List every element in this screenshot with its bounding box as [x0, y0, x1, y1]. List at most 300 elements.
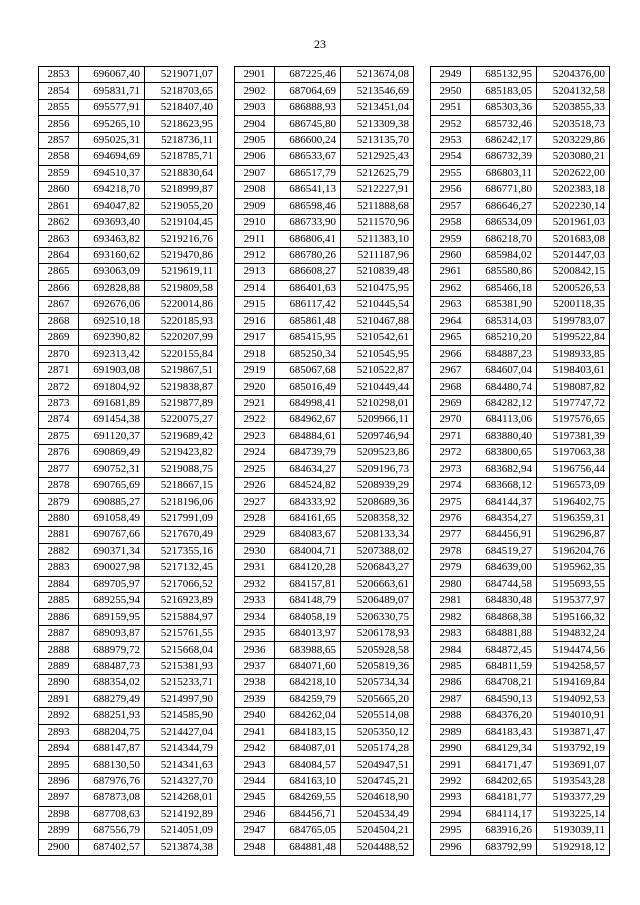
y-coordinate-cell: 5206843,27 — [341, 560, 414, 576]
x-coordinate-cell: 691804,92 — [79, 379, 145, 395]
x-coordinate-cell: 693160,62 — [79, 247, 145, 263]
table-row — [39, 330, 218, 346]
table-row — [431, 231, 610, 247]
y-coordinate-cell: 5196573,09 — [537, 477, 610, 493]
y-coordinate-cell: 5204504,21 — [341, 823, 414, 839]
point-number-cell: 2986 — [431, 675, 471, 691]
table-row — [431, 806, 610, 822]
x-coordinate-cell: 685466,18 — [471, 280, 537, 296]
table-row — [39, 593, 218, 609]
y-coordinate-cell: 5219470,86 — [145, 247, 218, 263]
table-row — [431, 247, 610, 263]
table-row — [235, 379, 414, 395]
x-coordinate-cell: 692313,42 — [79, 346, 145, 362]
point-number-cell: 2973 — [431, 461, 471, 477]
point-number-cell: 2941 — [235, 724, 275, 740]
table-row — [39, 165, 218, 181]
table-row — [431, 297, 610, 313]
table-row — [235, 280, 414, 296]
point-number-cell: 2935 — [235, 625, 275, 641]
x-coordinate-cell: 684157,81 — [275, 576, 341, 592]
point-number-cell: 2931 — [235, 560, 275, 576]
table-row — [235, 83, 414, 99]
x-coordinate-cell: 684872,45 — [471, 642, 537, 658]
point-number-cell: 2909 — [235, 198, 275, 214]
x-coordinate-cell: 684881,48 — [275, 839, 341, 855]
table-row — [235, 231, 414, 247]
x-coordinate-cell: 684765,05 — [275, 823, 341, 839]
table-row — [39, 99, 218, 115]
table-row — [431, 198, 610, 214]
point-number-cell: 2923 — [235, 428, 275, 444]
point-number-cell: 2985 — [431, 658, 471, 674]
point-number-cell: 2894 — [39, 740, 79, 756]
x-coordinate-cell: 691058,49 — [79, 510, 145, 526]
y-coordinate-cell: 5213309,38 — [341, 116, 414, 132]
x-coordinate-cell: 684161,65 — [275, 510, 341, 526]
y-coordinate-cell: 5212625,79 — [341, 165, 414, 181]
y-coordinate-cell: 5210522,87 — [341, 362, 414, 378]
table-row — [39, 560, 218, 576]
x-coordinate-cell: 684181,77 — [471, 790, 537, 806]
point-number-cell: 2916 — [235, 313, 275, 329]
x-coordinate-cell: 684868,38 — [471, 609, 537, 625]
y-coordinate-cell: 5205350,12 — [341, 724, 414, 740]
point-number-cell: 2875 — [39, 428, 79, 444]
point-number-cell: 2866 — [39, 280, 79, 296]
page-number: 23 — [314, 37, 326, 51]
point-number-cell: 2922 — [235, 412, 275, 428]
y-coordinate-cell: 5214327,70 — [145, 773, 218, 789]
y-coordinate-cell: 5218196,06 — [145, 494, 218, 510]
point-number-cell: 2955 — [431, 165, 471, 181]
point-number-cell: 2944 — [235, 773, 275, 789]
x-coordinate-cell: 684120,28 — [275, 560, 341, 576]
table-row — [39, 494, 218, 510]
point-number-cell: 2913 — [235, 264, 275, 280]
y-coordinate-cell: 5219867,51 — [145, 362, 218, 378]
point-number-cell: 2868 — [39, 313, 79, 329]
y-coordinate-cell: 5215233,71 — [145, 675, 218, 691]
table-row — [431, 740, 610, 756]
y-coordinate-cell: 5201961,03 — [537, 214, 610, 230]
y-coordinate-cell: 5213874,38 — [145, 839, 218, 855]
table-row — [39, 247, 218, 263]
point-number-cell: 2928 — [235, 510, 275, 526]
table-row — [431, 264, 610, 280]
point-number-cell: 2905 — [235, 132, 275, 148]
point-number-cell: 2864 — [39, 247, 79, 263]
x-coordinate-cell: 684163,10 — [275, 773, 341, 789]
point-number-cell: 2970 — [431, 412, 471, 428]
point-number-cell: 2982 — [431, 609, 471, 625]
table-row — [431, 576, 610, 592]
y-coordinate-cell: 5210467,88 — [341, 313, 414, 329]
table-row — [431, 477, 610, 493]
y-coordinate-cell: 5196296,87 — [537, 527, 610, 543]
table-row — [235, 675, 414, 691]
point-number-cell: 2860 — [39, 182, 79, 198]
x-coordinate-cell: 684881,88 — [471, 625, 537, 641]
table-row — [235, 445, 414, 461]
x-coordinate-cell: 690869,49 — [79, 445, 145, 461]
x-coordinate-cell: 695025,31 — [79, 132, 145, 148]
y-coordinate-cell: 5218785,71 — [145, 149, 218, 165]
y-coordinate-cell: 5198403,61 — [537, 362, 610, 378]
y-coordinate-cell: 5202622,00 — [537, 165, 610, 181]
y-coordinate-cell: 5212925,43 — [341, 149, 414, 165]
table-row — [431, 330, 610, 346]
y-coordinate-cell: 5211187,96 — [341, 247, 414, 263]
y-coordinate-cell: 5214192,89 — [145, 806, 218, 822]
y-coordinate-cell: 5200526,53 — [537, 280, 610, 296]
point-number-cell: 2969 — [431, 395, 471, 411]
point-number-cell: 2942 — [235, 740, 275, 756]
point-number-cell: 2858 — [39, 149, 79, 165]
table-row — [235, 214, 414, 230]
y-coordinate-cell: 5209196,73 — [341, 461, 414, 477]
table-row — [235, 264, 414, 280]
point-number-cell: 2950 — [431, 83, 471, 99]
point-number-cell: 2996 — [431, 839, 471, 855]
x-coordinate-cell: 686242,17 — [471, 132, 537, 148]
x-coordinate-cell: 690767,66 — [79, 527, 145, 543]
point-number-cell: 2899 — [39, 823, 79, 839]
x-coordinate-cell: 686598,46 — [275, 198, 341, 214]
table-row — [431, 346, 610, 362]
y-coordinate-cell: 5194010,91 — [537, 708, 610, 724]
point-number-cell: 2882 — [39, 543, 79, 559]
point-number-cell: 2995 — [431, 823, 471, 839]
point-number-cell: 2904 — [235, 116, 275, 132]
x-coordinate-cell: 684376,20 — [471, 708, 537, 724]
point-number-cell: 2873 — [39, 395, 79, 411]
x-coordinate-cell: 684148,79 — [275, 593, 341, 609]
y-coordinate-cell: 5201447,03 — [537, 247, 610, 263]
x-coordinate-cell: 684590,13 — [471, 691, 537, 707]
y-coordinate-cell: 5219071,07 — [145, 67, 218, 83]
x-coordinate-cell: 684259,79 — [275, 691, 341, 707]
point-number-cell: 2878 — [39, 477, 79, 493]
x-coordinate-cell: 684058,19 — [275, 609, 341, 625]
x-coordinate-cell: 686534,09 — [471, 214, 537, 230]
x-coordinate-cell: 688354,02 — [79, 675, 145, 691]
table-row — [235, 823, 414, 839]
y-coordinate-cell: 5192918,12 — [537, 839, 610, 855]
point-number-cell: 2967 — [431, 362, 471, 378]
x-coordinate-cell: 684830,48 — [471, 593, 537, 609]
x-coordinate-cell: 686608,27 — [275, 264, 341, 280]
y-coordinate-cell: 5219423,82 — [145, 445, 218, 461]
x-coordinate-cell: 684183,15 — [275, 724, 341, 740]
table-row — [39, 609, 218, 625]
x-coordinate-cell: 690371,34 — [79, 543, 145, 559]
table-row — [39, 823, 218, 839]
y-coordinate-cell: 5194169,84 — [537, 675, 610, 691]
point-number-cell: 2968 — [431, 379, 471, 395]
y-coordinate-cell: 5199783,07 — [537, 313, 610, 329]
point-number-cell: 2879 — [39, 494, 79, 510]
table-row — [39, 313, 218, 329]
coordinate-table-1 — [38, 66, 218, 856]
table-row — [431, 412, 610, 428]
point-number-cell: 2910 — [235, 214, 275, 230]
table-row — [39, 67, 218, 83]
point-number-cell: 2892 — [39, 708, 79, 724]
coordinate-table-2 — [234, 66, 414, 856]
table-row — [235, 330, 414, 346]
point-number-cell: 2992 — [431, 773, 471, 789]
table-row — [235, 740, 414, 756]
y-coordinate-cell: 5220185,93 — [145, 313, 218, 329]
table-row — [39, 477, 218, 493]
y-coordinate-cell: 5193792,19 — [537, 740, 610, 756]
table-row — [431, 116, 610, 132]
point-number-cell: 2885 — [39, 593, 79, 609]
table-row — [39, 445, 218, 461]
point-number-cell: 2918 — [235, 346, 275, 362]
point-number-cell: 2977 — [431, 527, 471, 543]
x-coordinate-cell: 686806,41 — [275, 231, 341, 247]
table-row — [235, 527, 414, 543]
point-number-cell: 2914 — [235, 280, 275, 296]
table-row — [39, 412, 218, 428]
y-coordinate-cell: 5218999,87 — [145, 182, 218, 198]
x-coordinate-cell: 687225,46 — [275, 67, 341, 83]
point-number-cell: 2957 — [431, 198, 471, 214]
point-number-cell: 2862 — [39, 214, 79, 230]
table-row — [39, 790, 218, 806]
x-coordinate-cell: 686517,79 — [275, 165, 341, 181]
point-number-cell: 2965 — [431, 330, 471, 346]
y-coordinate-cell: 5204534,49 — [341, 806, 414, 822]
x-coordinate-cell: 692390,82 — [79, 330, 145, 346]
table-row — [235, 625, 414, 641]
point-number-cell: 2869 — [39, 330, 79, 346]
point-number-cell: 2876 — [39, 445, 79, 461]
x-coordinate-cell: 683988,65 — [275, 642, 341, 658]
y-coordinate-cell: 5217132,45 — [145, 560, 218, 576]
y-coordinate-cell: 5203080,21 — [537, 149, 610, 165]
point-number-cell: 2912 — [235, 247, 275, 263]
x-coordinate-cell: 685016,49 — [275, 379, 341, 395]
x-coordinate-cell: 686541,13 — [275, 182, 341, 198]
x-coordinate-cell: 693063,09 — [79, 264, 145, 280]
x-coordinate-cell: 684456,91 — [471, 527, 537, 543]
y-coordinate-cell: 5217355,16 — [145, 543, 218, 559]
y-coordinate-cell: 5201683,08 — [537, 231, 610, 247]
table-row — [235, 362, 414, 378]
point-number-cell: 2861 — [39, 198, 79, 214]
table-row — [235, 839, 414, 855]
x-coordinate-cell: 686646,27 — [471, 198, 537, 214]
x-coordinate-cell: 693463,82 — [79, 231, 145, 247]
y-coordinate-cell: 5197576,65 — [537, 412, 610, 428]
table-row — [431, 593, 610, 609]
table-row — [235, 116, 414, 132]
x-coordinate-cell: 695831,71 — [79, 83, 145, 99]
point-number-cell: 2994 — [431, 806, 471, 822]
x-coordinate-cell: 687873,08 — [79, 790, 145, 806]
table-row — [431, 527, 610, 543]
x-coordinate-cell: 684480,74 — [471, 379, 537, 395]
point-number-cell: 2932 — [235, 576, 275, 592]
point-number-cell: 2893 — [39, 724, 79, 740]
y-coordinate-cell: 5215381,93 — [145, 658, 218, 674]
point-number-cell: 2981 — [431, 593, 471, 609]
y-coordinate-cell: 5199522,84 — [537, 330, 610, 346]
x-coordinate-cell: 691454,38 — [79, 412, 145, 428]
table-row — [431, 609, 610, 625]
point-number-cell: 2889 — [39, 658, 79, 674]
point-number-cell: 2895 — [39, 757, 79, 773]
x-coordinate-cell: 692510,18 — [79, 313, 145, 329]
point-number-cell: 2908 — [235, 182, 275, 198]
y-coordinate-cell: 5208358,32 — [341, 510, 414, 526]
x-coordinate-cell: 685984,02 — [471, 247, 537, 263]
point-number-cell: 2883 — [39, 560, 79, 576]
x-coordinate-cell: 691903,08 — [79, 362, 145, 378]
table-row — [431, 83, 610, 99]
x-coordinate-cell: 685210,20 — [471, 330, 537, 346]
x-coordinate-cell: 683800,65 — [471, 445, 537, 461]
x-coordinate-cell: 688204,75 — [79, 724, 145, 740]
table-row — [235, 149, 414, 165]
table-row — [235, 543, 414, 559]
table-row — [235, 724, 414, 740]
x-coordinate-cell: 684114,17 — [471, 806, 537, 822]
y-coordinate-cell: 5206330,75 — [341, 609, 414, 625]
table-row — [235, 132, 414, 148]
y-coordinate-cell: 5219104,45 — [145, 214, 218, 230]
x-coordinate-cell: 685067,68 — [275, 362, 341, 378]
point-number-cell: 2991 — [431, 757, 471, 773]
point-number-cell: 2953 — [431, 132, 471, 148]
table-row — [39, 395, 218, 411]
y-coordinate-cell: 5218407,40 — [145, 99, 218, 115]
x-coordinate-cell: 692676,06 — [79, 297, 145, 313]
table-row — [235, 346, 414, 362]
x-coordinate-cell: 684887,23 — [471, 346, 537, 362]
y-coordinate-cell: 5194832,24 — [537, 625, 610, 641]
x-coordinate-cell: 684071,60 — [275, 658, 341, 674]
table-row — [39, 231, 218, 247]
x-coordinate-cell: 689159,95 — [79, 609, 145, 625]
table-row — [39, 182, 218, 198]
point-number-cell: 2925 — [235, 461, 275, 477]
y-coordinate-cell: 5217670,49 — [145, 527, 218, 543]
point-number-cell: 2867 — [39, 297, 79, 313]
y-coordinate-cell: 5210542,61 — [341, 330, 414, 346]
point-number-cell: 2989 — [431, 724, 471, 740]
table-row — [431, 543, 610, 559]
point-number-cell: 2938 — [235, 675, 275, 691]
x-coordinate-cell: 690027,98 — [79, 560, 145, 576]
y-coordinate-cell: 5203855,33 — [537, 99, 610, 115]
x-coordinate-cell: 685314,03 — [471, 313, 537, 329]
x-coordinate-cell: 684202,65 — [471, 773, 537, 789]
y-coordinate-cell: 5210475,95 — [341, 280, 414, 296]
y-coordinate-cell: 5214341,63 — [145, 757, 218, 773]
y-coordinate-cell: 5211570,96 — [341, 214, 414, 230]
x-coordinate-cell: 688279,49 — [79, 691, 145, 707]
table-row — [235, 461, 414, 477]
point-number-cell: 2929 — [235, 527, 275, 543]
point-number-cell: 2898 — [39, 806, 79, 822]
x-coordinate-cell: 686533,67 — [275, 149, 341, 165]
table-row — [431, 724, 610, 740]
x-coordinate-cell: 684087,01 — [275, 740, 341, 756]
point-number-cell: 2966 — [431, 346, 471, 362]
y-coordinate-cell: 5219877,89 — [145, 395, 218, 411]
y-coordinate-cell: 5206178,93 — [341, 625, 414, 641]
y-coordinate-cell: 5218830,64 — [145, 165, 218, 181]
point-number-cell: 2963 — [431, 297, 471, 313]
table-row — [235, 806, 414, 822]
point-number-cell: 2874 — [39, 412, 79, 428]
point-number-cell: 2901 — [235, 67, 275, 83]
x-coordinate-cell: 687402,57 — [79, 839, 145, 855]
y-coordinate-cell: 5204745,21 — [341, 773, 414, 789]
x-coordinate-cell: 684183,43 — [471, 724, 537, 740]
y-coordinate-cell: 5214997,90 — [145, 691, 218, 707]
point-number-cell: 2857 — [39, 132, 79, 148]
y-coordinate-cell: 5204376,00 — [537, 67, 610, 83]
point-number-cell: 2900 — [39, 839, 79, 855]
table-row — [39, 642, 218, 658]
y-coordinate-cell: 5212227,91 — [341, 182, 414, 198]
table-row — [39, 658, 218, 674]
y-coordinate-cell: 5205514,08 — [341, 708, 414, 724]
table-row — [235, 576, 414, 592]
y-coordinate-cell: 5194474,56 — [537, 642, 610, 658]
point-number-cell: 2859 — [39, 165, 79, 181]
point-number-cell: 2903 — [235, 99, 275, 115]
point-number-cell: 2902 — [235, 83, 275, 99]
y-coordinate-cell: 5210545,95 — [341, 346, 414, 362]
point-number-cell: 2907 — [235, 165, 275, 181]
table-row — [431, 313, 610, 329]
table-row — [431, 823, 610, 839]
table-row — [431, 560, 610, 576]
point-number-cell: 2940 — [235, 708, 275, 724]
x-coordinate-cell: 684282,12 — [471, 395, 537, 411]
point-number-cell: 2863 — [39, 231, 79, 247]
x-coordinate-cell: 688979,72 — [79, 642, 145, 658]
y-coordinate-cell: 5195693,55 — [537, 576, 610, 592]
table-row — [431, 642, 610, 658]
table-row — [431, 691, 610, 707]
y-coordinate-cell: 5211888,68 — [341, 198, 414, 214]
y-coordinate-cell: 5194258,57 — [537, 658, 610, 674]
x-coordinate-cell: 685580,86 — [471, 264, 537, 280]
point-number-cell: 2952 — [431, 116, 471, 132]
table-row — [39, 708, 218, 724]
x-coordinate-cell: 686803,11 — [471, 165, 537, 181]
y-coordinate-cell: 5205819,36 — [341, 658, 414, 674]
table-row — [235, 642, 414, 658]
point-number-cell: 2971 — [431, 428, 471, 444]
point-number-cell: 2979 — [431, 560, 471, 576]
table-row — [431, 445, 610, 461]
point-number-cell: 2936 — [235, 642, 275, 658]
y-coordinate-cell: 5207388,02 — [341, 543, 414, 559]
x-coordinate-cell: 686780,26 — [275, 247, 341, 263]
y-coordinate-cell: 5213546,69 — [341, 83, 414, 99]
y-coordinate-cell: 5218667,15 — [145, 477, 218, 493]
table-row — [39, 461, 218, 477]
table-row — [235, 773, 414, 789]
